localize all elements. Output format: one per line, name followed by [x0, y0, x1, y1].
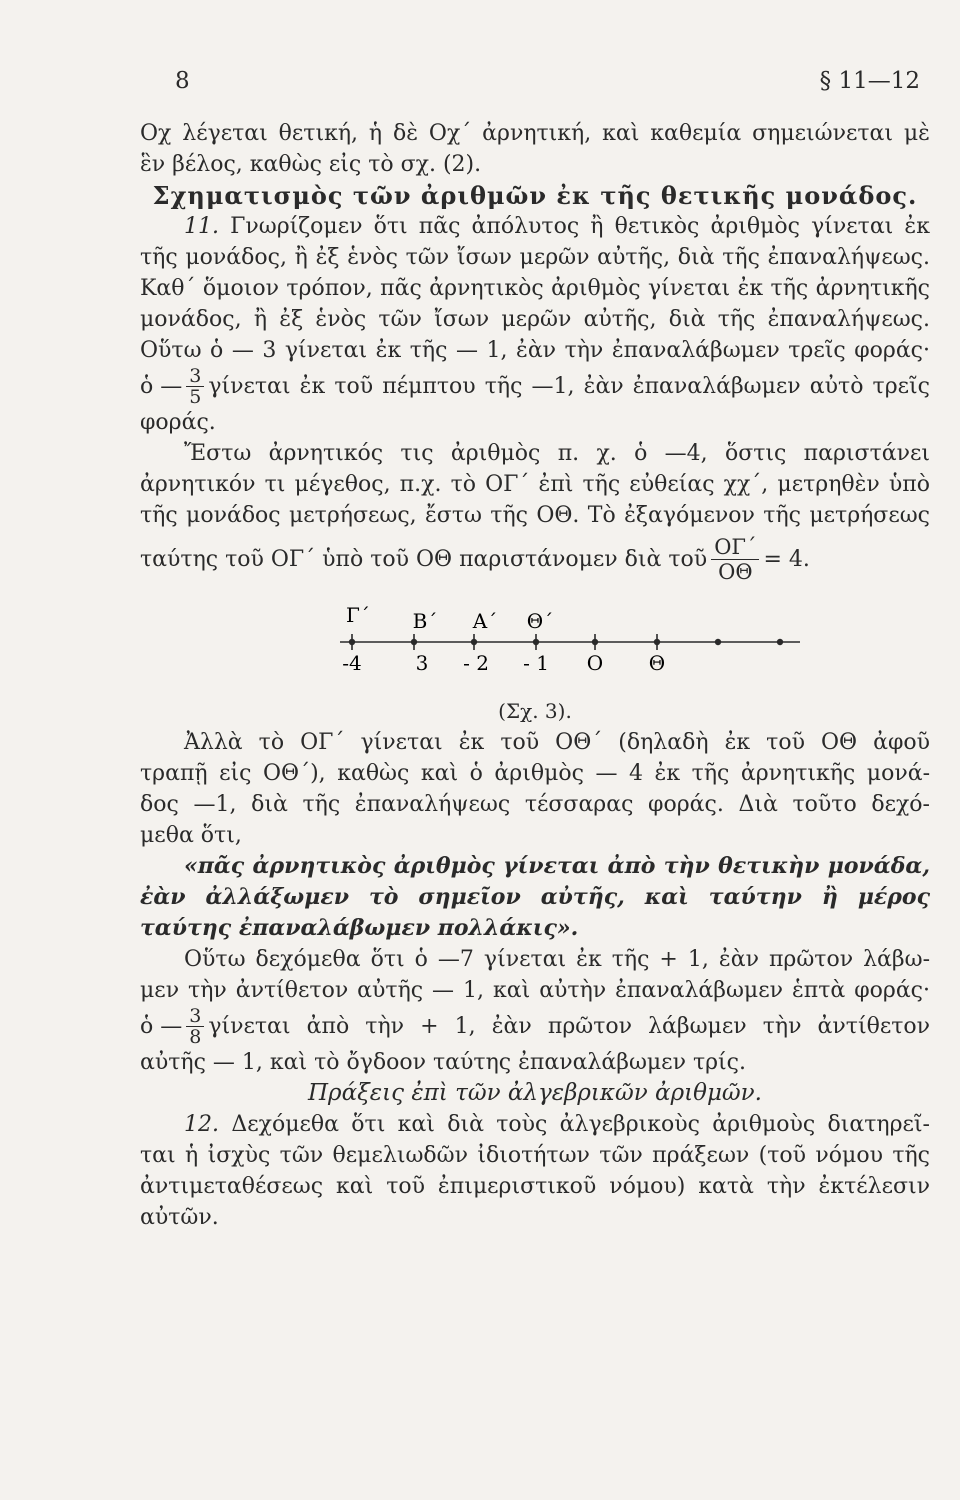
fraction-line [140, 1006, 930, 1047]
text-line: δος —1, διὰ τῆς ἐπαναλήψεως τέσσαρας φοράς. Διὰ τοῦτο δεχό- [140, 792, 930, 817]
fraction-numerator: 3 [186, 366, 204, 387]
point-label-top: Γ΄ [346, 603, 370, 627]
text-line: αὐτῆς — 1, καὶ τὸ ὄγδοον ταύτης ἐπαναλάβωμεν τρίς. [140, 1050, 746, 1075]
point-marker [777, 639, 783, 645]
point-label-bottom: - 2 [463, 651, 489, 675]
number-line-diagram [140, 584, 930, 696]
point-label-top: Θ΄ [526, 609, 554, 633]
ratio-fraction [711, 535, 759, 584]
page-body [140, 118, 930, 1233]
text-span: γίνεται ἐκ τοῦ πέμπτου τῆς —1, ἐὰν ἐπαναλάβωμεν αὐτὸ τρεῖς [208, 374, 930, 399]
point-label-bottom: Θ [648, 651, 666, 675]
text-line [140, 1109, 930, 1140]
text-span: Γνωρίζομεν ὅτι πᾶς ἀπόλυτος ἢ θετικὸς ἀριθμὸς γίνεται ἐκ [230, 214, 930, 239]
text-span: = 4. [763, 547, 810, 572]
text-line: Οὕτω δεχόμεθα ὅτι ὁ —7 γίνεται ἐκ τῆς + 1, ἐὰν πρῶτον λάβω- [184, 947, 930, 972]
fraction-denominator: 5 [189, 386, 202, 408]
text-line: μεν τὴν ἀντίθετον αὐτῆς — 1, καὶ αὐτὴν ἐπαναλάβωμεν ἑπτὰ φοράς· [140, 978, 930, 1003]
text-line: Οὕτω ὁ — 3 γίνεται ἐκ τῆς — 1, ἐὰν τὴν ἐπαναλάβωμεν τρεῖς φοράς· [140, 338, 930, 363]
text-line: αὐτῶν. [140, 1205, 219, 1230]
text-line: ται ἡ ἰσχὺς τῶν θεμελιωδῶν ἰδιοτήτων τῶν πράξεων (τοῦ νόμου τῆς [140, 1143, 930, 1168]
section-heading: Πράξεις ἐπὶ τῶν ἀλγεβρικῶν ἀριθμῶν. [308, 1080, 762, 1106]
page-header [0, 68, 960, 108]
point-label-bottom: -4 [342, 651, 362, 675]
point-marker [533, 639, 539, 645]
text-line: Καθ΄ ὅμοιον τρόπον, πᾶς ἀρνητικὸς ἀριθμὸς γίνεται ἐκ τῆς ἀρνητικῆς [140, 276, 930, 301]
page-number: 8 [175, 68, 190, 94]
text-span: γίνεται ἀπὸ τὴν + 1, ἐὰν πρῶτον λάβωμεν τὴν ἀντίθετον [208, 1014, 930, 1039]
text-line: ἀρνητικόν τι μέγεθος, π.χ. τὸ ΟΓ΄ ἐπὶ τῆς εὐθείας χχ΄, μετρηθὲν ὑπὸ [140, 472, 930, 497]
figure-caption: (Σχ. 3). [498, 699, 572, 723]
fraction [186, 366, 204, 407]
point-marker [411, 639, 417, 645]
fraction-denominator: ΟΘ [718, 560, 753, 584]
text-line: φοράς. [140, 410, 216, 435]
text-line [140, 211, 930, 242]
point-marker [471, 639, 477, 645]
point-label-bottom: - 1 [523, 651, 549, 675]
text-line: Οχ λέγεται θετική, ἡ δὲ Οχ΄ ἀρνητική, καὶ καθεμία σημειώνεται μὲ [140, 121, 930, 146]
text-line: Ἀλλὰ τὸ ΟΓ΄ γίνεται ἐκ τοῦ ΟΘ΄ (δηλαδὴ ἐκ τοῦ ΟΘ ἀφοῦ [184, 730, 930, 755]
text-line: μεθα ὅτι, [140, 823, 242, 848]
text-line: τῆς μονάδος, ἢ ἐξ ἑνὸς τῶν ἴσων μερῶν αὐτῆς, διὰ τῆς ἐπαναλήψεως. [140, 245, 930, 270]
text-line: τῆς μονάδος μετρήσεως, ἔστω τῆς ΟΘ. Τὸ ἐξαγόμενον τῆς μετρήσεως [140, 503, 930, 528]
point-marker [654, 639, 660, 645]
text-line: τραπῇ εἰς ΟΘ΄), καθὼς καὶ ὁ ἀριθμὸς — 4 ἐκ τῆς ἀρνητικῆς μονά- [140, 761, 930, 786]
fraction-numerator: 3 [186, 1006, 204, 1027]
ratio-line [140, 535, 930, 584]
point-label-bottom: Ο [586, 651, 604, 675]
paragraph-number: 11. [184, 214, 219, 239]
text-line: Ἔστω ἀρνητικός τις ἀριθμὸς π. χ. ὁ —4, ὅστις παριστάνει [184, 441, 930, 466]
quoted-principle: «πᾶς ἀρνητικὸς ἀριθμὸς γίνεται ἀπὸ τὴν θετικὴν μονάδα, ἐὰν ἀλλάξωμεν τὸ σημεῖον αὐτῆς, καὶ ταύτην ἢ μέρος ταύτης ἐπαναλάβωμεν πολλάκις». [140, 853, 930, 941]
fraction-numerator: ΟΓ΄ [711, 535, 759, 560]
point-marker [349, 639, 355, 645]
text-span: ταύτης τοῦ ΟΓ΄ ὑπὸ τοῦ ΟΘ παριστάνομεν διὰ τοῦ [140, 547, 708, 572]
text-span: ὁ — [140, 1014, 183, 1039]
point-marker [592, 639, 598, 645]
point-marker [715, 639, 721, 645]
text-line: μονάδος, ἢ ἐξ ἑνὸς τῶν ἴσων μερῶν αὐτῆς, διὰ τῆς ἐπαναλήψεως. [140, 307, 930, 332]
fraction-line [140, 366, 930, 407]
fraction [186, 1006, 204, 1047]
text-line: ἓν βέλος, καθὼς εἰς τὸ σχ. (2). [140, 152, 482, 177]
fraction-denominator: 8 [189, 1026, 202, 1048]
paragraph-number: 12. [184, 1112, 219, 1137]
point-label-bottom: 3 [415, 651, 429, 675]
point-label-top: Β΄ [412, 609, 438, 633]
text-span: ὁ — [140, 374, 183, 399]
section-reference: § 11—12 [819, 68, 920, 94]
section-heading: Σχηματισμὸς τῶν ἀριθμῶν ἐκ τῆς θετικῆς μονάδος. [152, 181, 918, 210]
text-line: ἀντιμεταθέσεως καὶ τοῦ ἐπιμεριστικοῦ νόμου) κατὰ τὴν ἐκτέλεσιν [140, 1174, 930, 1199]
point-label-top: Α΄ [472, 609, 498, 633]
text-span: Δεχόμεθα ὅτι καὶ διὰ τοὺς ἀλγεβρικοὺς ἀριθμοὺς διατηρεῖ- [231, 1112, 930, 1137]
number-line-figure [140, 584, 930, 696]
